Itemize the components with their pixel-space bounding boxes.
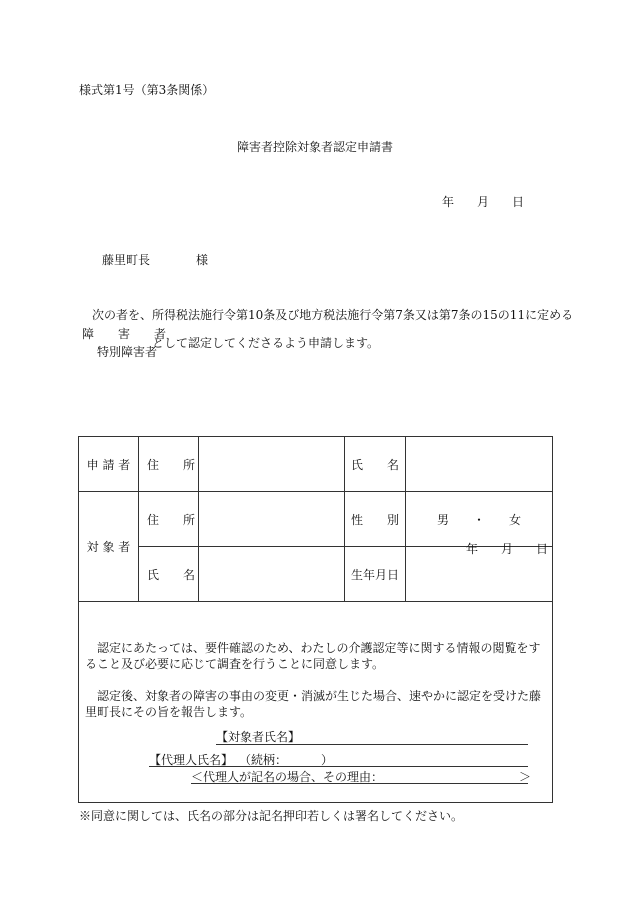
- applicant-address-field[interactable]: [199, 437, 345, 492]
- subject-name-signature-line[interactable]: [216, 744, 528, 745]
- request-text: として認定してくださるよう申請します。: [152, 336, 380, 350]
- birth-month-label: 月: [501, 542, 514, 556]
- date-day-label: 日: [512, 195, 525, 209]
- date-year-label: 年: [442, 195, 455, 209]
- consent-row: [79, 602, 553, 803]
- addressee-name: 藤里町長: [102, 253, 151, 267]
- consent-paragraph-1: 認定にあたっては、要件確認のため、わたしの介護認定等に関する情報の閲覧をすること及び必要に応じて調査を行うことに同意します。: [85, 641, 541, 671]
- kind-option-disabled: 障 害 者: [82, 327, 173, 341]
- applicant-address-label: 住 所: [139, 437, 199, 492]
- applicant-name-field[interactable]: [406, 437, 553, 492]
- form-number: 様式第1号（第3条関係）: [79, 83, 215, 97]
- relation-close: ）: [321, 753, 334, 767]
- subject-sex-label: 性 別: [345, 492, 406, 547]
- agent-reason-line[interactable]: [191, 783, 528, 784]
- applicant-name-label: 氏 名: [345, 437, 406, 492]
- addressee-honorific: 様: [196, 253, 209, 267]
- subject-name-field[interactable]: [199, 547, 345, 602]
- agent-reason-label: ＜代理人が記名の場合、その理由：: [191, 770, 384, 784]
- relation-label: （続柄：: [239, 753, 288, 767]
- subject-birthdate-field[interactable]: [406, 542, 553, 602]
- subject-address-label: 住 所: [139, 492, 199, 547]
- birth-year-label: 年: [466, 542, 479, 556]
- subject-row-2: [79, 547, 553, 602]
- subject-name-label: 氏 名: [139, 547, 199, 602]
- subject-birthdate-label: 生年月日: [345, 547, 406, 602]
- agent-name-label: 【代理人氏名】: [149, 753, 234, 767]
- kind-option-special-disabled: 特別障害者: [97, 345, 158, 359]
- subject-name-signature-label: 【対象者氏名】: [216, 730, 301, 744]
- subject-address-field[interactable]: [199, 492, 345, 547]
- subject-sex-options[interactable]: 男 ・ 女: [406, 492, 553, 547]
- document-title: 障害者控除対象者認定申請書: [236, 140, 393, 154]
- applicant-row: [79, 437, 553, 492]
- footnote: ※同意に関しては、氏名の部分は記名押印若しくは署名してください。: [79, 809, 464, 823]
- agent-reason-close: ＞: [519, 770, 532, 784]
- agent-name-signature-line[interactable]: [149, 766, 528, 767]
- date-month-label: 月: [477, 195, 490, 209]
- application-table: [78, 436, 553, 803]
- subject-row-1: [79, 492, 553, 547]
- subject-label: 対 象 者: [79, 492, 139, 602]
- consent-cell: [79, 602, 553, 803]
- intro-text: 次の者を、所得税法施行令第10条及び地方税法施行令第7条又は第7条の15の11に定める: [92, 308, 574, 322]
- applicant-label: 申 請 者: [79, 437, 139, 492]
- birth-day-label: 日: [536, 542, 549, 556]
- consent-paragraph-2: 認定後、対象者の障害の事由の変更・消滅が生じた場合、速やかに認定を受けた藤里町長にその旨を報告します。: [85, 689, 542, 719]
